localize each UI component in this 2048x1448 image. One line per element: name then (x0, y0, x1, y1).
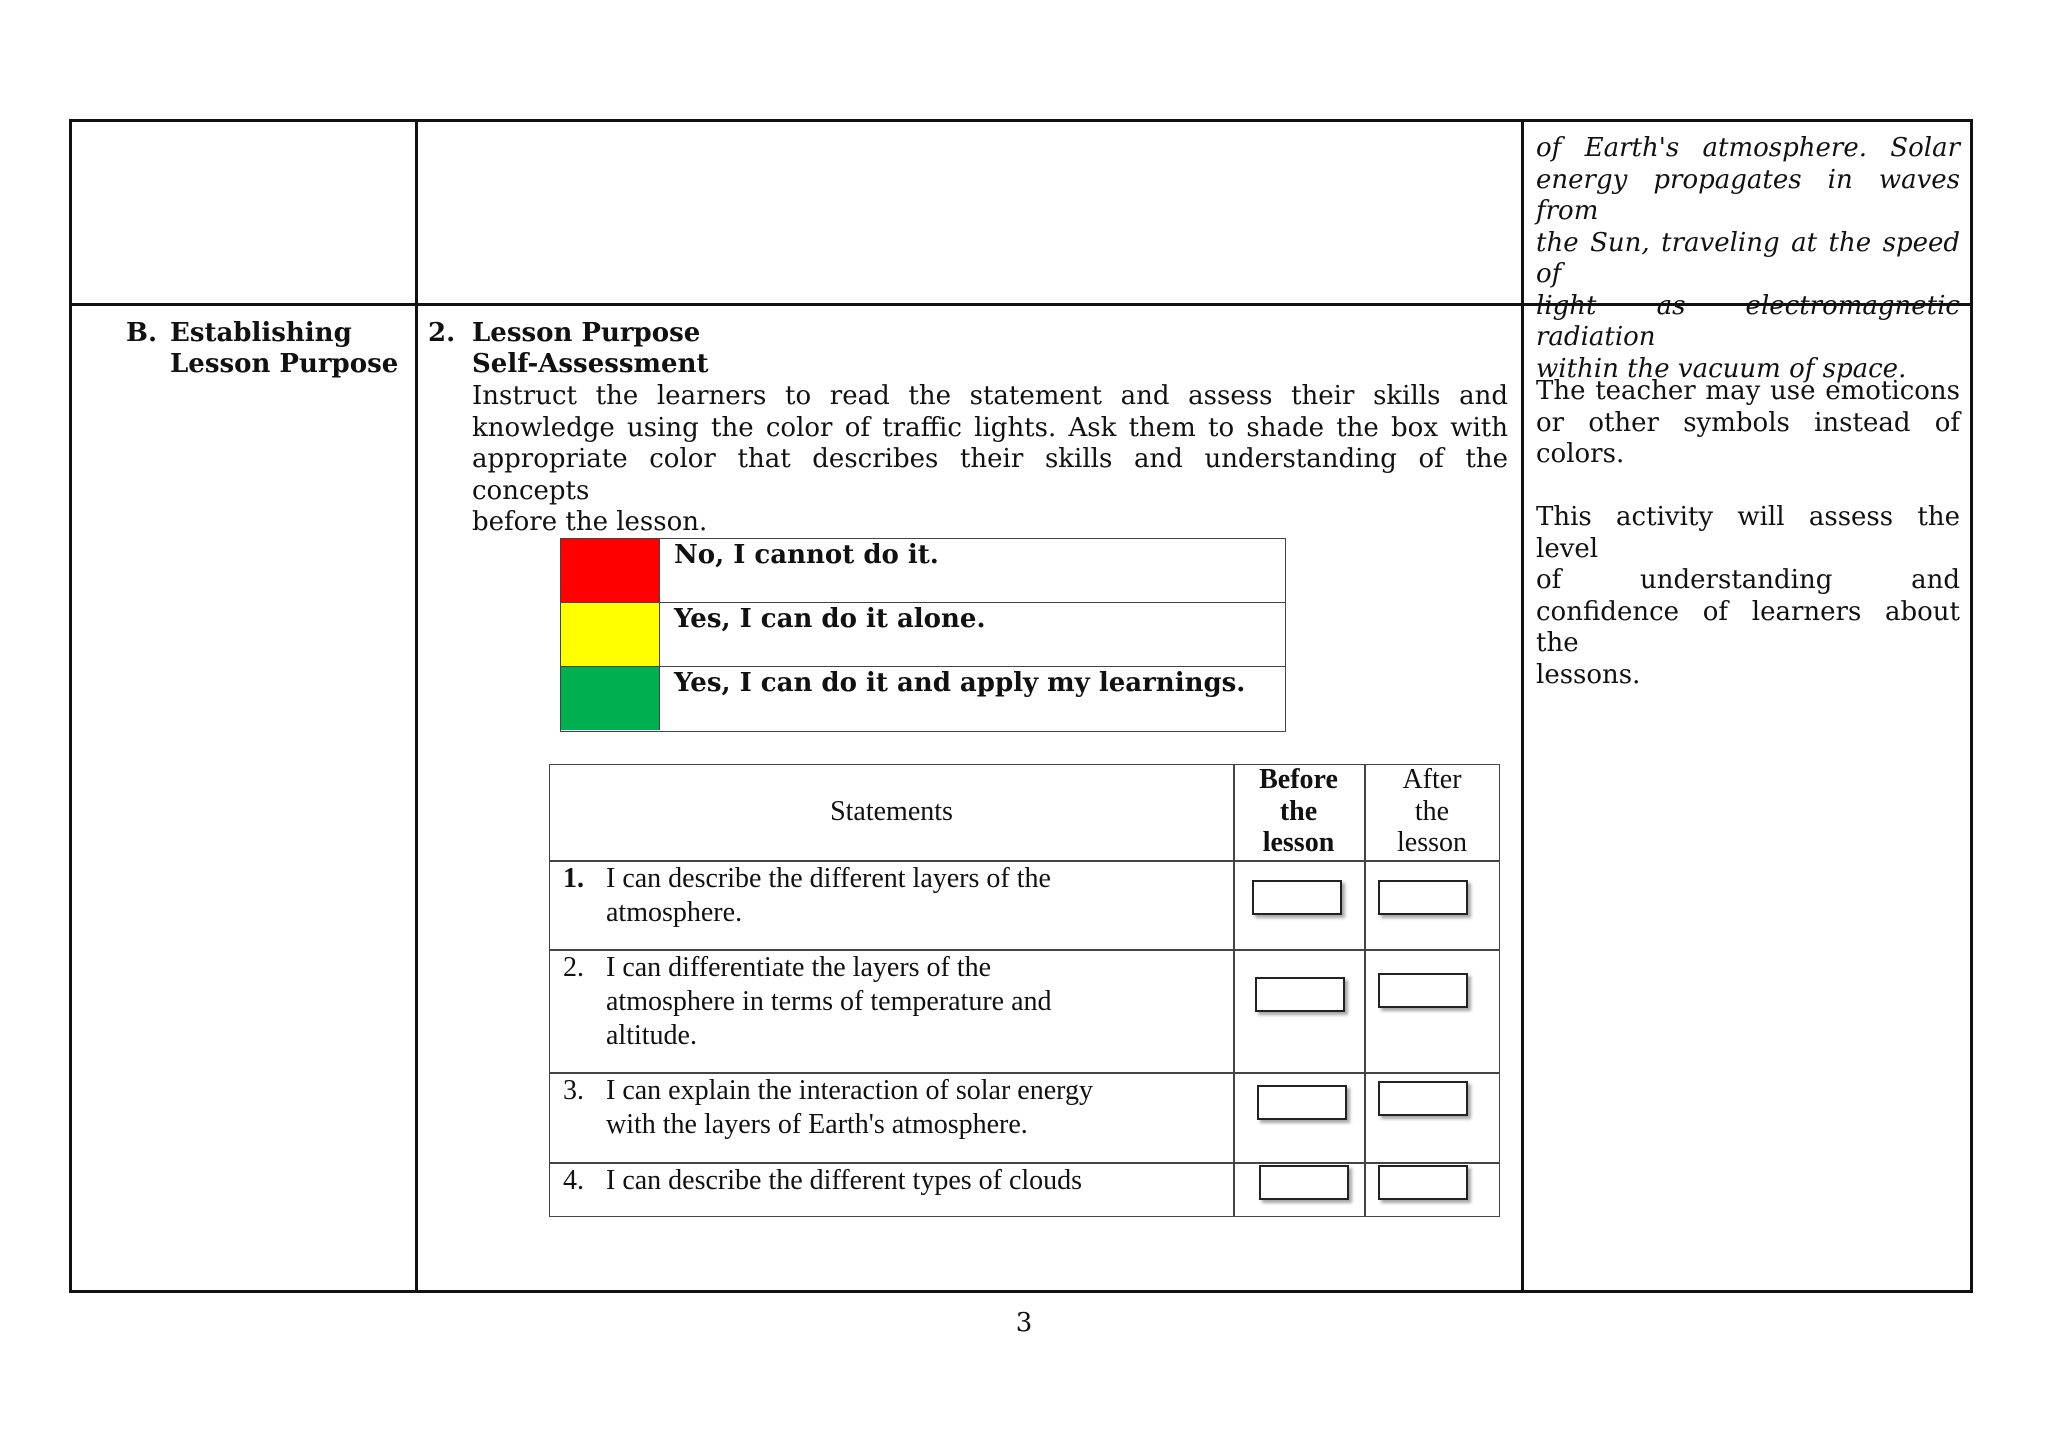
before-checkbox-1[interactable] (1252, 880, 1342, 915)
legend-row-red (561, 539, 1285, 603)
text-line: within the vacuum of space. (1536, 353, 1907, 384)
statement-line: with the layers of Earth's atmosphere. (606, 1109, 1028, 1140)
header-line: the (1414, 795, 1450, 827)
row-statement (606, 1164, 1226, 1198)
text-line: the Sun, traveling at the speed of (1536, 227, 1960, 289)
before-checkbox-4[interactable] (1259, 1165, 1349, 1200)
header-statements: Statements (830, 796, 953, 827)
legend-label: No, I cannot do it. (674, 540, 939, 570)
traffic-light-legend (560, 538, 1286, 732)
row-number: 4. (563, 1165, 584, 1196)
statement-line: I can describe the different types of clouds (606, 1165, 1083, 1196)
column-divider-1 (415, 119, 418, 1293)
section-title-line1: Establishing (170, 318, 352, 348)
text-line: This activity will assess the level (1536, 502, 1960, 564)
yellow-swatch (561, 603, 660, 666)
item-number: 2. (428, 318, 456, 348)
table-bottom-border (69, 1290, 1973, 1293)
green-swatch (561, 667, 660, 730)
before-checkbox-2[interactable] (1255, 977, 1345, 1012)
text-line: confidence of learners about the (1536, 596, 1960, 658)
row-statement (606, 862, 1226, 930)
lesson-purpose-heading: Lesson Purpose (472, 318, 701, 348)
after-checkbox-1[interactable] (1378, 880, 1468, 915)
text-line: energy propagates in waves from (1536, 164, 1960, 226)
header-line: After (1402, 764, 1462, 795)
row-number: 2. (563, 952, 584, 983)
red-swatch (561, 539, 660, 602)
statement-line: atmosphere in terms of temperature and (606, 986, 1052, 1017)
header-line: lesson (1262, 827, 1335, 858)
section-title-line2: Lesson Purpose (170, 349, 399, 379)
text-line: of Earth's atmosphere. Solar (1536, 133, 1960, 163)
header-after-lesson (1364, 764, 1500, 859)
text-line: before the lesson. (472, 507, 708, 537)
text-line: of understanding and (1536, 565, 1960, 595)
row-number: 3. (563, 1075, 584, 1106)
legend-row-yellow (561, 603, 1285, 667)
text-line: or other symbols instead of (1536, 407, 1960, 438)
text-line: appropriate color that describes their skills and understanding of the concepts (472, 444, 1508, 506)
text-line: lessons. (1536, 659, 1641, 690)
legend-row-green (561, 667, 1285, 730)
section-letter: B. (126, 318, 158, 348)
after-checkbox-4[interactable] (1378, 1165, 1468, 1200)
top-right-continuation-text (1536, 133, 1960, 385)
header-line: lesson (1397, 827, 1467, 858)
self-assessment-heading: Self-Assessment (472, 349, 709, 379)
legend-label: Yes, I can do it and apply my learnings. (674, 668, 1246, 698)
header-line: Before (1259, 764, 1338, 795)
table-right-border (1970, 119, 1973, 1293)
statement-line: I can explain the interaction of solar energy (606, 1075, 1093, 1106)
before-checkbox-3[interactable] (1257, 1085, 1347, 1120)
text-line: knowledge using the color of traffic lights. Ask them to shade the box with (472, 412, 1508, 443)
after-checkbox-2[interactable] (1378, 973, 1468, 1008)
text-line: The teacher may use emoticons (1536, 376, 1960, 406)
row-statement (606, 951, 1226, 1053)
text-line: colors. (1536, 439, 1625, 469)
statement-line: I can differentiate the layers of the (606, 952, 992, 983)
header-line: the (1279, 795, 1318, 827)
legend-label: Yes, I can do it alone. (674, 604, 986, 634)
header-before-lesson (1233, 764, 1364, 859)
text-line: light as electromagnetic radiation (1536, 290, 1960, 352)
teacher-note-1 (1536, 376, 1960, 471)
row-statement (606, 1074, 1226, 1142)
page-number: 3 (1015, 1308, 1033, 1338)
column-divider-2 (1521, 119, 1524, 1293)
statement-line: I can describe the different layers of the (606, 863, 1051, 894)
table-top-border (69, 119, 1973, 122)
teacher-note-2 (1536, 502, 1960, 691)
statement-line: atmosphere. (606, 897, 743, 928)
statement-line: altitude. (606, 1020, 697, 1051)
after-checkbox-3[interactable] (1378, 1081, 1468, 1116)
row-number: 1. (563, 863, 584, 894)
table-left-border (69, 119, 72, 1293)
instruction-paragraph (472, 381, 1508, 539)
self-assessment-table (549, 764, 1500, 1217)
text-line: Instruct the learners to read the statement and assess their skills and (472, 381, 1508, 411)
